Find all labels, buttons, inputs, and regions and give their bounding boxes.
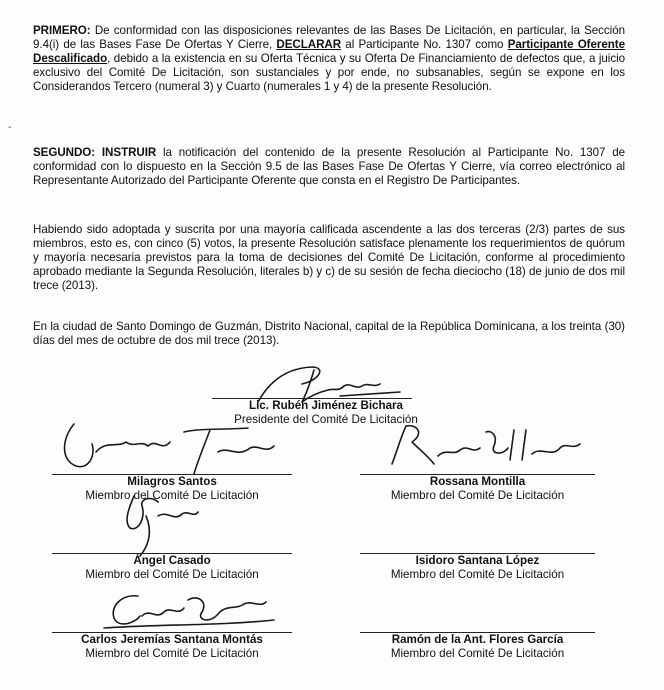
signatory-s5 <box>52 633 292 660</box>
signatory-name: Ángel Casado <box>133 554 211 567</box>
primero-text-2: al Participante No. 1307 como <box>341 37 508 51</box>
signatory-name: Lic. Rubén Jiménez Bichara <box>249 399 403 412</box>
paragraph-quorum: Habiendo sido adoptada y suscrita por una mayoría calificada ascendente a las dos terceras (2/3) partes de sus miembros, esto es, con cinco (5) votos, la presente Resolución satisface plenamente los requerimientos de quórum y mayoría necesaria previstos para la toma de decisiones del Comité De Licitación, conforme al procedimiento aprobado mediante la Segunda Resolución, literales b) y c) de su sesión de fecha dieciocho (18) de junio de dos mil trece (2013). <box>33 223 625 292</box>
primero-text-3: , debido a la existencia en su Oferta Técnica y su Oferta De Financiamiento de defectos que, a juicio exclusivo del Comité De Licitación, son sustanciales y por ende, no subsanables, según se expone en los Considerandos Tercero (numeral 3) y Cuarto (numerales 1 y 4) de la presente Resolución. <box>33 51 625 93</box>
margin-dash: - <box>8 122 12 133</box>
signatory-s6 <box>360 633 595 660</box>
descalificado-keyword: Participante Oferente Descalificado <box>33 37 625 65</box>
signatory-role: Presidente del Comité De Licitación <box>234 412 418 426</box>
paragraph-segundo <box>33 146 625 188</box>
declarar-keyword: DECLARAR <box>276 37 342 51</box>
segundo-text: la notificación del contenido de la presente Resolución al Participante No. 1307 de conformidad con lo dispuesto en la Sección 9.5 de las Bases Fase De Ofertas Y Cierre, vía correo electrónico al Representante Autorizado del Participante Oferente que consta en el Registro De Participantes. <box>33 146 626 187</box>
signatory-s4 <box>360 554 595 581</box>
primero-text-1: De conformidad con las disposiciones relevantes de las Bases De Licitación, en particular, la Sección 9.4(i) de las Bases Fase De Ofertas Y Cierre, <box>33 24 625 51</box>
signature-carlos-santana <box>98 586 278 636</box>
signatory-s3 <box>52 554 292 581</box>
signatory-name: Ramón de la Ant. Flores García <box>391 633 564 646</box>
paragraph-lugar-fecha: En la ciudad de Santo Domingo de Guzmán, Distrito Nacional, capital de la República Dominicana, a los treinta (30) días del mes de octubre de dos mil trece (2013). <box>33 320 625 347</box>
signatory-role: Miembro del Comité De Licitación <box>85 488 259 502</box>
signatory-name: Rossana Montilla <box>429 475 526 488</box>
signatory-name: Carlos Jeremías Santana Montás <box>81 633 263 646</box>
signatory-role: Miembro del Comité De Licitación <box>85 567 259 581</box>
signature-milagros-santos <box>52 418 292 482</box>
paragraph-primero <box>33 24 625 94</box>
signatory-name: Milagros Santos <box>127 475 217 488</box>
primero-label: PRIMERO: <box>33 24 91 37</box>
signatory-s2 <box>360 475 595 502</box>
instruir-keyword: INSTRUIR <box>101 146 157 159</box>
signature-rossana-montilla <box>384 420 584 476</box>
segundo-label: SEGUNDO: <box>33 146 96 159</box>
signatory-name: Isidoro Santana López <box>415 554 540 567</box>
signatory-role: Miembro del Comité De Licitación <box>390 567 565 581</box>
signatory-role: Miembro del Comité De Licitación <box>85 646 259 660</box>
signature-angel-casado <box>112 488 202 560</box>
signatory-role: Miembro del Comité De Licitación <box>390 646 565 660</box>
signatory-role: Miembro del Comité De Licitación <box>390 488 565 502</box>
